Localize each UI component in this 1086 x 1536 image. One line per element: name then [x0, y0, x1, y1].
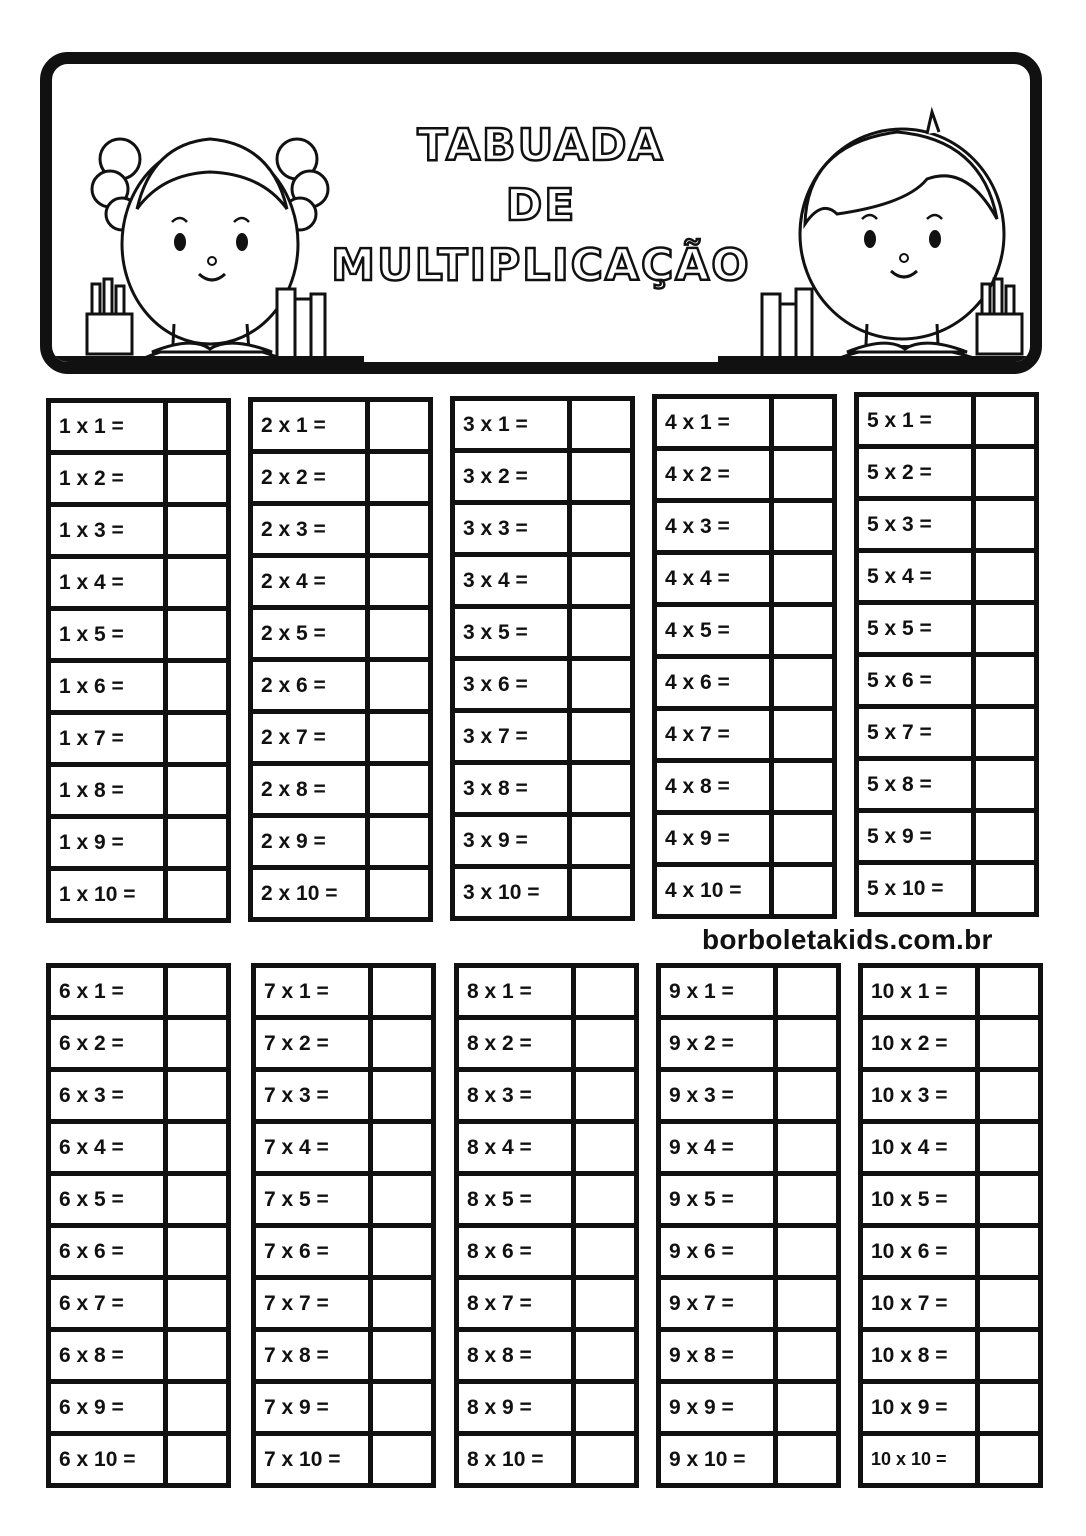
- equation-label: 4 x 7 =: [657, 711, 769, 758]
- equation-label: 8 x 3 =: [459, 1072, 571, 1119]
- equation-label: 10 x 8 =: [863, 1332, 975, 1379]
- answer-box[interactable]: [370, 662, 428, 709]
- equation-label: 5 x 9 =: [859, 813, 971, 860]
- equation-label: 2 x 7 =: [253, 714, 365, 761]
- equation-label: 1 x 6 =: [51, 663, 163, 710]
- answer-box[interactable]: [774, 555, 832, 602]
- answer-box[interactable]: [976, 709, 1034, 756]
- table-of-5: [854, 392, 1039, 917]
- equation-label: 2 x 8 =: [253, 766, 365, 813]
- title-line-2: DE: [505, 180, 577, 231]
- equation-label: 8 x 10 =: [459, 1436, 571, 1483]
- answer-box[interactable]: [976, 397, 1034, 444]
- equation-label: 2 x 9 =: [253, 818, 365, 865]
- answer-box[interactable]: [576, 1020, 634, 1067]
- title-line-1: TABUADA: [417, 120, 665, 171]
- equation-label: 1 x 4 =: [51, 559, 163, 606]
- answer-box[interactable]: [572, 505, 630, 552]
- equation-label: 6 x 3 =: [51, 1072, 163, 1119]
- equation-label: 4 x 3 =: [657, 503, 769, 550]
- answer-box[interactable]: [774, 867, 832, 914]
- equation-label: 8 x 4 =: [459, 1124, 571, 1171]
- equation-label: 4 x 2 =: [657, 451, 769, 498]
- answer-box[interactable]: [572, 661, 630, 708]
- equation-label: 6 x 2 =: [51, 1020, 163, 1067]
- table-of-8: [454, 963, 639, 1488]
- equation-label: 1 x 1 =: [51, 403, 163, 450]
- equation-label: 2 x 1 =: [253, 402, 365, 449]
- answer-box[interactable]: [370, 558, 428, 605]
- answer-box[interactable]: [576, 1072, 634, 1119]
- answer-box[interactable]: [980, 1176, 1038, 1223]
- equation-label: 9 x 5 =: [661, 1176, 773, 1223]
- equation-label: 3 x 3 =: [455, 505, 567, 552]
- table-of-6: [46, 963, 231, 1488]
- answer-box[interactable]: [976, 761, 1034, 808]
- equation-label: 6 x 8 =: [51, 1332, 163, 1379]
- table-of-2: [248, 397, 433, 922]
- equation-label: 2 x 4 =: [253, 558, 365, 605]
- answer-box[interactable]: [370, 454, 428, 501]
- equation-label: 8 x 8 =: [459, 1332, 571, 1379]
- desk-left: [52, 356, 364, 362]
- answer-box[interactable]: [576, 1228, 634, 1275]
- answer-box[interactable]: [373, 1332, 431, 1379]
- answer-box[interactable]: [168, 1332, 226, 1379]
- equation-label: 9 x 1 =: [661, 968, 773, 1015]
- answer-box[interactable]: [774, 503, 832, 550]
- answer-box[interactable]: [576, 1124, 634, 1171]
- equation-label: 4 x 6 =: [657, 659, 769, 706]
- answer-box[interactable]: [373, 1280, 431, 1327]
- equation-label: 7 x 1 =: [256, 968, 368, 1015]
- answer-box[interactable]: [168, 1124, 226, 1171]
- answer-box[interactable]: [168, 767, 226, 814]
- table-of-10: [858, 963, 1043, 1488]
- answer-box[interactable]: [168, 559, 226, 606]
- equation-label: 1 x 7 =: [51, 715, 163, 762]
- table-of-3: [450, 396, 635, 921]
- equation-label: 2 x 5 =: [253, 610, 365, 657]
- table-of-7: [251, 963, 436, 1488]
- table-of-1: [46, 398, 231, 923]
- answer-box[interactable]: [778, 1280, 836, 1327]
- answer-box[interactable]: [370, 714, 428, 761]
- equation-label: 10 x 7 =: [863, 1280, 975, 1327]
- answer-box[interactable]: [980, 1436, 1038, 1483]
- equation-label: 9 x 8 =: [661, 1332, 773, 1379]
- answer-box[interactable]: [168, 968, 226, 1015]
- equation-label: 1 x 8 =: [51, 767, 163, 814]
- equation-label: 5 x 7 =: [859, 709, 971, 756]
- answer-box[interactable]: [373, 1228, 431, 1275]
- equation-label: 3 x 4 =: [455, 557, 567, 604]
- answer-box[interactable]: [576, 1436, 634, 1483]
- equation-label: 6 x 9 =: [51, 1384, 163, 1431]
- answer-box[interactable]: [373, 968, 431, 1015]
- equation-label: 8 x 6 =: [459, 1228, 571, 1275]
- answer-box[interactable]: [778, 1332, 836, 1379]
- equation-label: 3 x 7 =: [455, 713, 567, 760]
- equation-label: 4 x 9 =: [657, 815, 769, 862]
- answer-box[interactable]: [774, 763, 832, 810]
- answer-box[interactable]: [168, 1228, 226, 1275]
- answer-box[interactable]: [373, 1072, 431, 1119]
- answer-box[interactable]: [576, 1176, 634, 1223]
- equation-label: 10 x 4 =: [863, 1124, 975, 1171]
- answer-box[interactable]: [373, 1020, 431, 1067]
- answer-box[interactable]: [572, 401, 630, 448]
- answer-box[interactable]: [576, 1384, 634, 1431]
- equation-label: 6 x 6 =: [51, 1228, 163, 1275]
- equation-label: 1 x 3 =: [51, 507, 163, 554]
- answer-box[interactable]: [980, 1020, 1038, 1067]
- equation-label: 4 x 10 =: [657, 867, 769, 914]
- answer-box[interactable]: [168, 611, 226, 658]
- answer-box[interactable]: [980, 1280, 1038, 1327]
- equation-label: 2 x 10 =: [253, 870, 365, 917]
- equation-label: 9 x 9 =: [661, 1384, 773, 1431]
- answer-box[interactable]: [572, 453, 630, 500]
- equation-label: 8 x 5 =: [459, 1176, 571, 1223]
- equation-label: 3 x 9 =: [455, 817, 567, 864]
- equation-label: 4 x 5 =: [657, 607, 769, 654]
- answer-box[interactable]: [980, 968, 1038, 1015]
- answer-box[interactable]: [373, 1176, 431, 1223]
- answer-box[interactable]: [168, 403, 226, 450]
- answer-box[interactable]: [774, 399, 832, 446]
- equation-label: 4 x 4 =: [657, 555, 769, 602]
- website-label: borboletakids.com.br: [702, 924, 993, 955]
- answer-box[interactable]: [576, 1332, 634, 1379]
- answer-box[interactable]: [168, 1176, 226, 1223]
- equation-label: 8 x 9 =: [459, 1384, 571, 1431]
- equation-label: 9 x 7 =: [661, 1280, 773, 1327]
- answer-box[interactable]: [370, 610, 428, 657]
- answer-box[interactable]: [576, 1280, 634, 1327]
- equation-label: 1 x 10 =: [51, 871, 163, 918]
- equation-label: 7 x 10 =: [256, 1436, 368, 1483]
- answer-box[interactable]: [774, 607, 832, 654]
- equation-label: 10 x 10 =: [863, 1436, 975, 1483]
- answer-box[interactable]: [976, 501, 1034, 548]
- equation-label: 9 x 2 =: [661, 1020, 773, 1067]
- answer-box[interactable]: [370, 506, 428, 553]
- answer-box[interactable]: [778, 1124, 836, 1171]
- answer-box[interactable]: [373, 1384, 431, 1431]
- answer-box[interactable]: [778, 1228, 836, 1275]
- answer-box[interactable]: [774, 659, 832, 706]
- equation-label: 2 x 6 =: [253, 662, 365, 709]
- equation-label: 10 x 5 =: [863, 1176, 975, 1223]
- equation-label: 6 x 5 =: [51, 1176, 163, 1223]
- answer-box[interactable]: [373, 1124, 431, 1171]
- answer-box[interactable]: [370, 818, 428, 865]
- equation-label: 10 x 1 =: [863, 968, 975, 1015]
- answer-box[interactable]: [976, 865, 1034, 912]
- answer-box[interactable]: [778, 1072, 836, 1119]
- table-of-9: [656, 963, 841, 1488]
- equation-label: 2 x 3 =: [253, 506, 365, 553]
- equation-label: 9 x 3 =: [661, 1072, 773, 1119]
- equation-label: 10 x 9 =: [863, 1384, 975, 1431]
- equation-label: 9 x 10 =: [661, 1436, 773, 1483]
- answer-box[interactable]: [168, 1072, 226, 1119]
- equation-label: 6 x 10 =: [51, 1436, 163, 1483]
- equation-label: 5 x 8 =: [859, 761, 971, 808]
- answer-box[interactable]: [572, 869, 630, 916]
- equation-label: 2 x 2 =: [253, 454, 365, 501]
- equation-label: 8 x 1 =: [459, 968, 571, 1015]
- equation-label: 3 x 2 =: [455, 453, 567, 500]
- equation-label: 3 x 1 =: [455, 401, 567, 448]
- answer-box[interactable]: [370, 870, 428, 917]
- answer-box[interactable]: [576, 968, 634, 1015]
- equation-label: 4 x 1 =: [657, 399, 769, 446]
- answer-box[interactable]: [168, 455, 226, 502]
- answer-box[interactable]: [980, 1228, 1038, 1275]
- equation-label: 6 x 1 =: [51, 968, 163, 1015]
- answer-box[interactable]: [778, 1384, 836, 1431]
- equation-label: 5 x 6 =: [859, 657, 971, 704]
- equation-label: 9 x 6 =: [661, 1228, 773, 1275]
- answer-box[interactable]: [980, 1332, 1038, 1379]
- equation-label: 1 x 9 =: [51, 819, 163, 866]
- title-line-3: MULTIPLICAÇÃO: [331, 240, 751, 291]
- equation-label: 3 x 8 =: [455, 765, 567, 812]
- equation-label: 7 x 5 =: [256, 1176, 368, 1223]
- equation-label: 3 x 10 =: [455, 869, 567, 916]
- answer-box[interactable]: [976, 605, 1034, 652]
- answer-box[interactable]: [168, 1280, 226, 1327]
- answer-box[interactable]: [370, 766, 428, 813]
- answer-box[interactable]: [976, 813, 1034, 860]
- equation-label: 7 x 3 =: [256, 1072, 368, 1119]
- equation-label: 8 x 7 =: [459, 1280, 571, 1327]
- answer-box[interactable]: [980, 1384, 1038, 1431]
- answer-box[interactable]: [980, 1124, 1038, 1171]
- answer-box[interactable]: [370, 402, 428, 449]
- answer-box[interactable]: [373, 1436, 431, 1483]
- answer-box[interactable]: [572, 557, 630, 604]
- equation-label: 10 x 2 =: [863, 1020, 975, 1067]
- title-banner: [40, 52, 1042, 374]
- equation-label: 7 x 4 =: [256, 1124, 368, 1171]
- equation-label: 1 x 2 =: [51, 455, 163, 502]
- answer-box[interactable]: [980, 1072, 1038, 1119]
- equation-label: 4 x 8 =: [657, 763, 769, 810]
- answer-box[interactable]: [778, 1176, 836, 1223]
- equation-label: 6 x 4 =: [51, 1124, 163, 1171]
- answer-box[interactable]: [168, 1384, 226, 1431]
- equation-label: 10 x 3 =: [863, 1072, 975, 1119]
- equation-label: 3 x 6 =: [455, 661, 567, 708]
- answer-box[interactable]: [976, 449, 1034, 496]
- equation-label: 10 x 6 =: [863, 1228, 975, 1275]
- equation-label: 5 x 2 =: [859, 449, 971, 496]
- equation-label: 7 x 2 =: [256, 1020, 368, 1067]
- answer-box[interactable]: [774, 815, 832, 862]
- equation-label: 7 x 8 =: [256, 1332, 368, 1379]
- answer-box[interactable]: [774, 451, 832, 498]
- equation-label: 3 x 5 =: [455, 609, 567, 656]
- answer-box[interactable]: [168, 1436, 226, 1483]
- answer-box[interactable]: [168, 1020, 226, 1067]
- answer-box[interactable]: [572, 765, 630, 812]
- answer-box[interactable]: [168, 663, 226, 710]
- equation-label: 8 x 2 =: [459, 1020, 571, 1067]
- equation-label: 5 x 3 =: [859, 501, 971, 548]
- table-of-4: [652, 394, 837, 919]
- equation-label: 5 x 10 =: [859, 865, 971, 912]
- answer-box[interactable]: [976, 657, 1034, 704]
- answer-box[interactable]: [572, 713, 630, 760]
- answer-box[interactable]: [778, 1436, 836, 1483]
- answer-box[interactable]: [774, 711, 832, 758]
- answer-box[interactable]: [168, 819, 226, 866]
- answer-box[interactable]: [572, 609, 630, 656]
- desk-right: [718, 356, 1030, 362]
- answer-box[interactable]: [168, 715, 226, 762]
- equation-label: 6 x 7 =: [51, 1280, 163, 1327]
- page-title: [52, 116, 1030, 296]
- equation-label: 5 x 1 =: [859, 397, 971, 444]
- answer-box[interactable]: [168, 507, 226, 554]
- equation-label: 7 x 6 =: [256, 1228, 368, 1275]
- equation-label: 9 x 4 =: [661, 1124, 773, 1171]
- answer-box[interactable]: [168, 871, 226, 918]
- answer-box[interactable]: [572, 817, 630, 864]
- equation-label: 7 x 9 =: [256, 1384, 368, 1431]
- equation-label: 5 x 5 =: [859, 605, 971, 652]
- answer-box[interactable]: [778, 968, 836, 1015]
- equation-label: 7 x 7 =: [256, 1280, 368, 1327]
- equation-label: 5 x 4 =: [859, 553, 971, 600]
- answer-box[interactable]: [778, 1020, 836, 1067]
- equation-label: 1 x 5 =: [51, 611, 163, 658]
- answer-box[interactable]: [976, 553, 1034, 600]
